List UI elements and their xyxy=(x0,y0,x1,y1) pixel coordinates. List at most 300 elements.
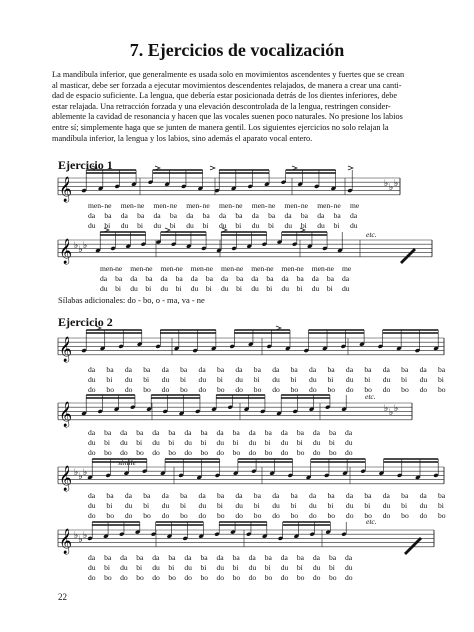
syllable: ba xyxy=(364,365,372,374)
syllable: do xyxy=(280,573,289,582)
syllable: do xyxy=(88,511,96,520)
syllable: bo xyxy=(143,511,151,520)
syllable: ba xyxy=(180,491,188,500)
syllable: da xyxy=(280,553,288,562)
syllable: do xyxy=(198,511,207,520)
syllable: da xyxy=(124,365,132,374)
syllable: bo xyxy=(327,511,336,520)
syllable: bi xyxy=(115,284,122,293)
syllable: bo xyxy=(296,448,305,457)
syllable: bi xyxy=(326,284,333,293)
syllable: ba xyxy=(333,211,341,220)
syllable: do xyxy=(88,385,96,394)
syllable: bi xyxy=(104,563,110,572)
syllable: ba xyxy=(168,428,176,437)
syllable: du xyxy=(345,563,353,572)
syllable: men- xyxy=(281,264,298,273)
syllable: du xyxy=(152,438,160,447)
page-number: 22 xyxy=(58,592,67,602)
syllable: do xyxy=(161,511,170,520)
syllable: ne xyxy=(266,264,274,273)
syllable-row xyxy=(0,211,474,221)
syllable: do xyxy=(312,448,321,457)
syllable: bi xyxy=(327,501,334,510)
syllable: me xyxy=(350,201,360,210)
syllable: do xyxy=(272,511,280,520)
syllable: ba xyxy=(266,274,274,283)
syllable: do xyxy=(248,573,257,582)
syllable: bo xyxy=(327,385,336,394)
syllable: ba xyxy=(268,211,276,220)
syllable: ba xyxy=(232,553,240,562)
syllable: men- xyxy=(130,264,146,273)
syllable: men- xyxy=(251,264,267,273)
syllable: men- xyxy=(120,201,137,210)
syllable: ba xyxy=(106,491,114,500)
syllable: bo xyxy=(253,385,262,394)
syllable: bo xyxy=(264,573,273,582)
syllable: bo xyxy=(253,511,262,520)
syllable: do xyxy=(216,573,225,582)
syllable: du xyxy=(251,221,260,230)
syllable: da xyxy=(161,491,169,500)
syllable: du xyxy=(419,375,428,384)
syllable: da xyxy=(120,428,128,437)
syllable: ne xyxy=(236,264,244,273)
syllable: do xyxy=(309,511,317,520)
syllable-row xyxy=(0,553,474,563)
syllable: men- xyxy=(251,201,268,210)
syllable: bi xyxy=(266,284,273,293)
exercise-2-heading: Ejercicio 2 xyxy=(58,315,113,329)
syllable: do xyxy=(88,448,96,457)
syllable: ba xyxy=(143,491,151,500)
syllable-row xyxy=(0,511,474,521)
syllable: bi xyxy=(438,375,444,384)
syllable: bi xyxy=(137,221,144,230)
syllable: da xyxy=(248,553,256,562)
syllable: men- xyxy=(221,264,237,273)
syllable: men- xyxy=(317,201,333,210)
syllable: du xyxy=(153,221,162,230)
syllable: du xyxy=(350,221,358,230)
syllable: da xyxy=(317,211,325,220)
syllable: da xyxy=(221,274,229,283)
syllable: do xyxy=(124,511,133,520)
syllable: men- xyxy=(219,201,235,210)
flat-icon: ♭ xyxy=(83,531,88,541)
syllable: bi xyxy=(232,438,239,447)
flat-icon: ♭ xyxy=(74,468,79,478)
syllable: du xyxy=(120,563,128,572)
intro-line: La mandíbula inferior, que generalmente es usada solo en movimientos ascendentes y fuertes que se crean xyxy=(52,70,405,79)
syllable: da xyxy=(186,211,194,220)
flat-icon: ♭ xyxy=(394,179,399,189)
flat-icon: ♭ xyxy=(78,245,83,255)
syllable: do xyxy=(345,385,354,394)
syllable: du xyxy=(160,284,169,293)
syllable: bi xyxy=(328,438,335,447)
syllable: da xyxy=(251,211,259,220)
syllable: ne xyxy=(268,201,276,210)
syllable: bi xyxy=(235,221,242,230)
syllable: men- xyxy=(100,264,116,273)
intro-line: ablemente la cavidad de resonancia y hacen que las vocales suenen poco naturales. No presione los labios xyxy=(52,112,403,122)
syllable: ba xyxy=(327,365,335,374)
flat-icon: ♭ xyxy=(394,404,399,414)
syllable: da xyxy=(345,553,353,562)
syllable: du xyxy=(184,438,192,447)
syllable: da xyxy=(124,491,132,500)
syllable: du xyxy=(419,501,428,510)
syllable: bi xyxy=(333,221,340,230)
syllable: ba xyxy=(168,553,176,562)
syllable: bi xyxy=(327,375,334,384)
syllable: da xyxy=(312,553,321,562)
syllable: ba xyxy=(104,553,112,562)
syllable: ne xyxy=(145,264,153,273)
syllable: bo xyxy=(104,448,112,457)
syllable: ba xyxy=(296,274,304,283)
treble-clef-icon: 𝄞 xyxy=(59,466,73,491)
syllable: du xyxy=(309,501,317,510)
etc-mark: etc. xyxy=(365,392,376,401)
syllable: ba xyxy=(216,491,225,500)
syllable: bi xyxy=(168,563,175,572)
syllable: men- xyxy=(311,264,328,273)
syllable: du xyxy=(88,501,96,510)
syllable: bi xyxy=(143,375,150,384)
syllable: bo xyxy=(401,385,409,394)
flat-icon: ♭ xyxy=(83,241,88,251)
syllable: da xyxy=(161,365,169,374)
syllable: du xyxy=(382,501,391,510)
syllable: bo xyxy=(216,385,225,394)
syllable: bi xyxy=(401,375,408,384)
syllable: ba xyxy=(115,274,123,283)
syllable-row xyxy=(0,428,474,438)
syllable: men- xyxy=(284,201,301,210)
syllable-row xyxy=(0,284,474,294)
intro-line: dad de espacio suficiente. La lengua, que debería estar posicionada detrás de los dientes inferiores, debe xyxy=(52,91,398,101)
syllable: du xyxy=(235,501,243,510)
syllable: do xyxy=(184,573,192,582)
syllable: do xyxy=(345,573,353,582)
syllable: da xyxy=(309,491,317,500)
syllable: bi xyxy=(143,501,150,510)
syllable: ba xyxy=(327,491,335,500)
syllable: da xyxy=(272,365,280,374)
syllable: da xyxy=(153,211,161,220)
syllable: du xyxy=(272,501,280,510)
syllable: ba xyxy=(328,428,337,437)
syllable: bi xyxy=(169,221,176,230)
syllable: ba xyxy=(136,553,144,562)
syllable: da xyxy=(350,211,358,220)
syllable: bi xyxy=(296,284,303,293)
syllable-row xyxy=(0,201,474,211)
syllable: du xyxy=(88,563,96,572)
syllable: du xyxy=(88,221,96,230)
syllable-row xyxy=(0,274,474,284)
syllable: du xyxy=(280,438,289,447)
syllable: da xyxy=(251,274,259,283)
intro-line: estar relajada. Una retracción forzada y una elevación descontrolada de la lengua, restringen consider- xyxy=(52,101,391,111)
syllable: ba xyxy=(202,211,210,220)
syllable-row xyxy=(0,365,474,375)
syllable: do xyxy=(235,511,243,520)
syllable: ba xyxy=(232,428,240,437)
syllable: da xyxy=(152,428,160,437)
syllable: do xyxy=(272,385,280,394)
syllable: da xyxy=(88,365,96,374)
syllable: bo xyxy=(200,448,209,457)
syllable: da xyxy=(120,553,128,562)
syllable: bi xyxy=(175,284,182,293)
syllable: bi xyxy=(364,501,371,510)
syllable: do xyxy=(312,573,321,582)
simile-mark: simile xyxy=(118,458,136,467)
syllable: da xyxy=(184,428,192,437)
flat-icon: ♭ xyxy=(389,408,394,418)
syllable-row xyxy=(0,375,474,385)
syllable: da xyxy=(130,274,138,283)
syllable: do xyxy=(309,385,317,394)
syllable: bi xyxy=(104,438,110,447)
syllable: du xyxy=(124,375,133,384)
syllable: bo xyxy=(168,448,176,457)
flat-icon: ♭ xyxy=(83,468,88,478)
syllable: bi xyxy=(205,284,212,293)
syllable: du xyxy=(311,284,320,293)
syllable: ne xyxy=(202,201,210,210)
syllable: bo xyxy=(106,511,114,520)
syllable: du xyxy=(382,375,391,384)
syllable: bo xyxy=(104,573,112,582)
syllable: bi xyxy=(232,563,239,572)
syllable: bi xyxy=(438,501,444,510)
syllable: du xyxy=(120,221,129,230)
syllable: bo xyxy=(136,448,144,457)
syllable: da xyxy=(184,553,192,562)
syllable: da xyxy=(152,553,160,562)
syllable: ne xyxy=(115,264,123,273)
syllable: da xyxy=(219,211,227,220)
syllable: ba xyxy=(401,491,409,500)
syllable: du xyxy=(221,284,229,293)
syllable: bo xyxy=(438,385,446,394)
syllable: ba xyxy=(200,553,208,562)
syllable: ba xyxy=(364,491,372,500)
syllable: da xyxy=(281,274,289,283)
syllable: da xyxy=(342,274,350,283)
syllable: ba xyxy=(253,365,261,374)
syllable: ba xyxy=(104,428,112,437)
syllable: ba xyxy=(326,274,335,283)
syllable: ba xyxy=(438,365,446,374)
syllable: da xyxy=(419,491,427,500)
syllable: bi xyxy=(168,438,175,447)
syllable: da xyxy=(272,491,280,500)
syllable: ba xyxy=(169,211,178,220)
syllable: bi xyxy=(136,563,143,572)
flat-icon: ♭ xyxy=(389,183,394,193)
syllable-row xyxy=(0,563,474,573)
syllable: bi xyxy=(328,563,335,572)
syllable: ne xyxy=(169,201,178,210)
syllable: ba xyxy=(143,365,151,374)
treble-clef-icon: 𝄞 xyxy=(59,177,73,202)
syllable: ne xyxy=(205,264,214,273)
syllable: da xyxy=(309,365,317,374)
syllable: do xyxy=(419,511,428,520)
syllable-row xyxy=(0,438,474,448)
syllable: bi xyxy=(180,501,187,510)
syllable: do xyxy=(152,448,160,457)
syllable: du xyxy=(312,563,321,572)
flat-icon: ♭ xyxy=(384,404,389,414)
syllable: bi xyxy=(300,221,307,230)
syllable: ba xyxy=(401,365,409,374)
intro-line: entre sí; simplemente haga que se junten de manera gentil. Los siguientes ejercicios no solo relajan la xyxy=(52,122,389,132)
syllable: bi xyxy=(106,375,113,384)
syllable: da xyxy=(312,428,321,437)
syllable: me xyxy=(342,264,352,273)
syllable: da xyxy=(88,553,96,562)
treble-clef-icon: 𝄞 xyxy=(59,239,73,264)
syllable: do xyxy=(235,385,243,394)
syllable: ba xyxy=(205,274,214,283)
syllable: ba xyxy=(290,491,298,500)
treble-clef-icon: 𝄞 xyxy=(59,337,73,362)
syllable: du xyxy=(284,221,293,230)
syllable: ba xyxy=(235,211,243,220)
syllable: ba xyxy=(200,428,208,437)
syllable: ba xyxy=(328,553,337,562)
syllable-row xyxy=(0,491,474,501)
syllable: du xyxy=(312,438,321,447)
syllable: bo xyxy=(106,385,114,394)
syllable: bo xyxy=(401,511,409,520)
syllable: do xyxy=(345,448,353,457)
syllable: da xyxy=(160,274,168,283)
syllable: bi xyxy=(200,438,207,447)
syllable: bo xyxy=(180,385,188,394)
syllable: da xyxy=(345,365,354,374)
syllable: da xyxy=(382,365,390,374)
syllable: do xyxy=(280,448,289,457)
syllable: ba xyxy=(104,211,112,220)
etc-mark: etc. xyxy=(366,517,377,526)
syllable: du xyxy=(272,375,280,384)
syllable: bi xyxy=(106,501,113,510)
syllable: bi xyxy=(290,501,297,510)
syllable: du xyxy=(342,284,350,293)
flat-icon: ♭ xyxy=(74,241,79,251)
syllable: du xyxy=(186,221,194,230)
syllable: men- xyxy=(190,264,207,273)
syllable: da xyxy=(190,274,198,283)
treble-clef-icon: 𝄞 xyxy=(59,402,73,427)
syllable: bo xyxy=(232,448,241,457)
syllable: ba xyxy=(136,428,144,437)
syllable: do xyxy=(248,448,257,457)
syllable: bi xyxy=(104,221,111,230)
syllable: bo xyxy=(216,511,225,520)
syllable: du xyxy=(100,284,108,293)
syllable: du xyxy=(317,221,325,230)
flat-icon: ♭ xyxy=(78,535,83,545)
syllable: bi xyxy=(216,501,223,510)
syllable: du xyxy=(88,438,96,447)
flat-icon: ♭ xyxy=(78,472,83,482)
syllable: da xyxy=(120,211,128,220)
syllable: du xyxy=(345,501,354,510)
additional-syllables: Sílabas adicionales: do - bo, o - ma, va - ne xyxy=(58,295,205,305)
syllable: du xyxy=(309,375,317,384)
syllable: ba xyxy=(180,365,188,374)
syllable: ne xyxy=(175,264,183,273)
syllable: do xyxy=(120,448,128,457)
syllable: bi xyxy=(264,563,271,572)
syllable: bi xyxy=(202,221,209,230)
syllable: ne xyxy=(333,201,341,210)
syllable: do xyxy=(216,448,225,457)
syllable: du xyxy=(280,563,289,572)
syllable: ne xyxy=(300,201,309,210)
syllable: do xyxy=(161,385,170,394)
syllable: ba xyxy=(175,274,183,283)
syllable: da xyxy=(198,365,206,374)
syllable: do xyxy=(419,385,428,394)
syllable: bi xyxy=(216,375,223,384)
syllable: da xyxy=(382,491,390,500)
syllable-row xyxy=(0,264,474,274)
syllable: ba xyxy=(216,365,225,374)
syllable: do xyxy=(152,573,160,582)
syllable: du xyxy=(198,501,207,510)
syllable: ba xyxy=(438,491,446,500)
syllable-row xyxy=(0,573,474,583)
syllable: ba xyxy=(236,274,244,283)
syllable: du xyxy=(219,221,227,230)
syllable: bi xyxy=(296,563,303,572)
syllable: bo xyxy=(264,448,273,457)
page-title: 7. Ejercicios de vocalización xyxy=(129,40,345,60)
syllable: bi xyxy=(290,375,297,384)
syllable: bo xyxy=(328,448,337,457)
syllable: ba xyxy=(264,428,272,437)
syllable: du xyxy=(184,563,192,572)
syllable: da xyxy=(88,491,96,500)
syllable: da xyxy=(88,428,96,437)
syllable: bi xyxy=(200,563,207,572)
syllable: du xyxy=(161,375,170,384)
syllable: ne xyxy=(235,201,243,210)
syllable: du xyxy=(281,284,290,293)
syllable: du xyxy=(88,375,96,384)
syllable: bi xyxy=(253,375,260,384)
syllable: du xyxy=(251,284,259,293)
syllable: bo xyxy=(364,385,372,394)
syllable-row xyxy=(0,385,474,395)
syllable: da xyxy=(216,428,224,437)
syllable: bi xyxy=(236,284,243,293)
syllable: do xyxy=(120,573,128,582)
syllable: da xyxy=(345,428,353,437)
syllable: du xyxy=(152,563,160,572)
syllable: da xyxy=(88,211,96,220)
